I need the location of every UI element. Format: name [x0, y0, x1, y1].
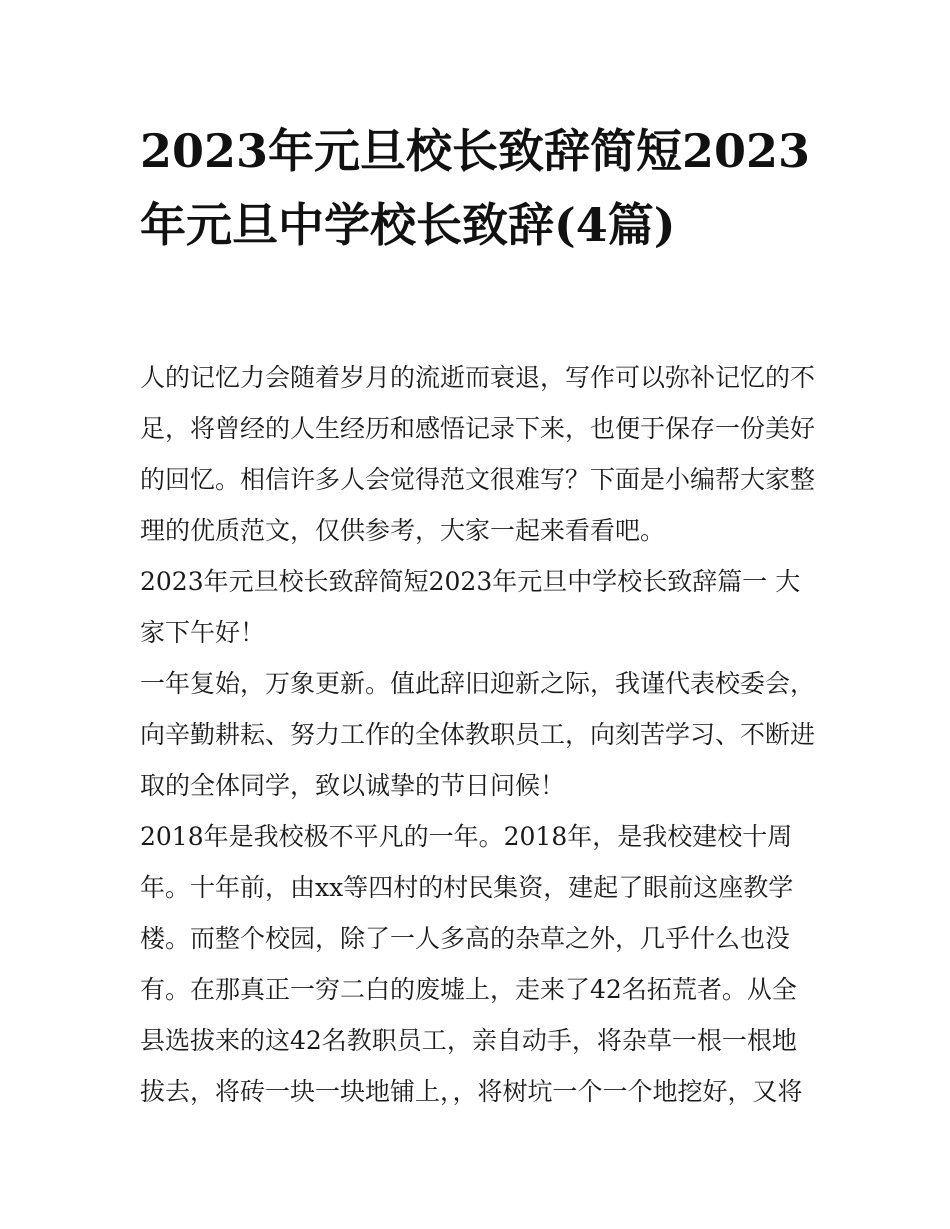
intro-paragraph: 人的记忆力会随着岁月的流逝而衰退，写作可以弥补记忆的不足，将曾经的人生经历和感悟记录下来，也便于保存一份美好的回忆。相信许多人会觉得范文很难写？下面是小编帮大家整理的优质范文，仅供参考，大家一起来看看吧。: [140, 363, 816, 545]
speech-heading-paragraph: 2023年元旦校长致辞简短2023年元旦中学校长致辞篇一 大家下午好！: [140, 567, 801, 647]
document-title: 2023年元旦校长致辞简短2023年元旦中学校长致辞(4篇): [140, 124, 811, 252]
document-body: [140, 352, 820, 1117]
history-paragraph: 2018年是我校极不平凡的一年。2018年，是我校建校十周年。十年前，由xx等四村的村民集资，建起了眼前这座教学楼。而整个校园，除了一人多高的杂草之外，几乎什么也没有。在那真正一穷二白的废墟上，走来了42名拓荒者。从全县选拔来的这42名教职员工，亲自动手，将杂草一根一根地拔去，将砖一块一块地铺上，，将树坑一个一个地挖好，又将: [140, 822, 803, 1106]
greeting-paragraph: 一年复始，万象更新。值此辞旧迎新之际，我谨代表校委会，向辛勤耕耘、努力工作的全体教职员工，向刻苦学习、不断进取的全体同学，致以诚挚的节日问候！: [140, 669, 816, 800]
